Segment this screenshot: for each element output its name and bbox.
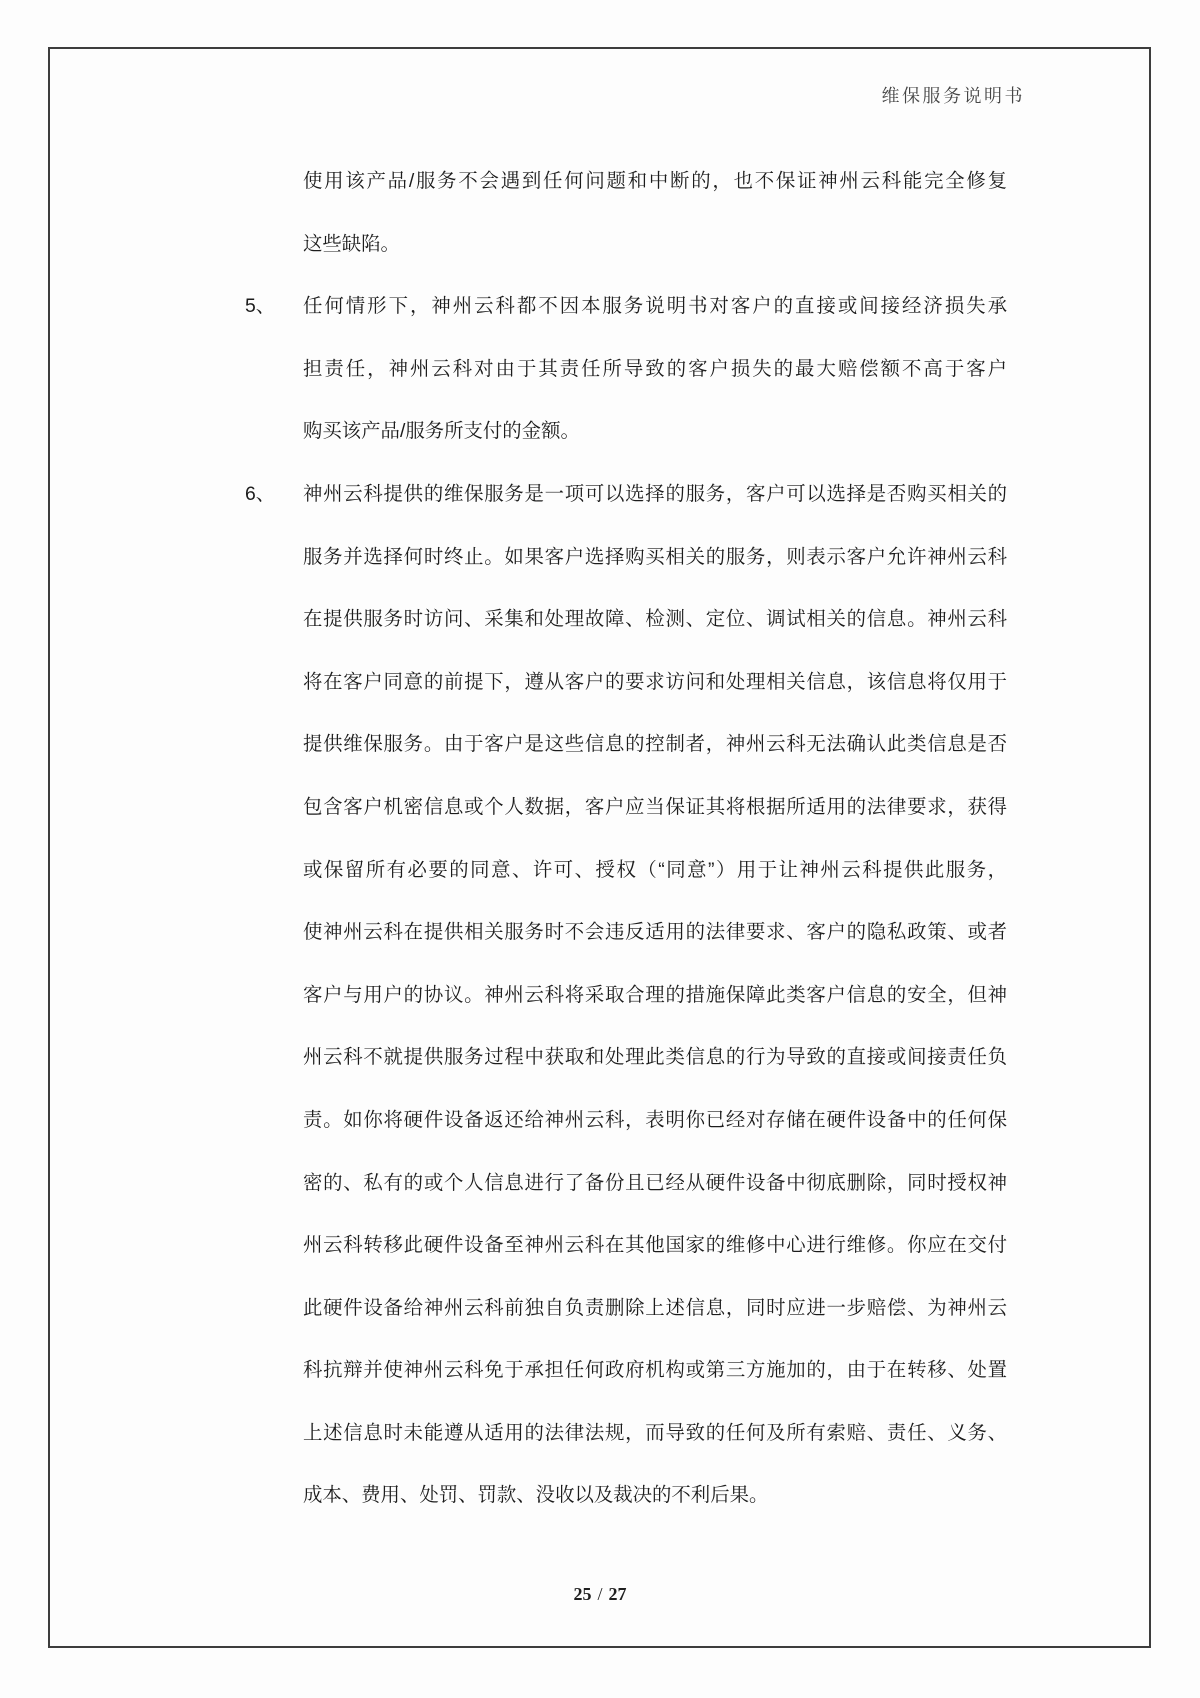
page-footer — [0, 1584, 1200, 1605]
page-header-title: 维保服务说明书 — [881, 86, 1025, 106]
text-line: 担责任，神州云科对由于其责任所导致的客户损失的最大赔偿额不高于客户 — [303, 357, 1007, 380]
list-item-5 — [245, 275, 1007, 463]
text-line: 州云科转移此硬件设备至神州云科在其他国家的维修中心进行维修。你应在交付 — [303, 1234, 1007, 1257]
text-line: 使神州云科在提供相关服务时不会违反适用的法律要求、客户的隐私政策、或者 — [303, 921, 1007, 944]
text-line: 科抗辩并使神州云科免于承担任何政府机构或第三方施加的，由于在转移、处置 — [303, 1359, 1007, 1382]
text-line: 服务并选择何时终止。如果客户选择购买相关的服务，则表示客户允许神州云科 — [303, 545, 1007, 568]
text-line: 将在客户同意的前提下，遵从客户的要求访问和处理相关信息，该信息将仅用于 — [303, 670, 1007, 693]
text-line: 责。如你将硬件设备返还给神州云科，表明你已经对存储在硬件设备中的任何保 — [303, 1108, 1007, 1131]
list-item-6 — [245, 463, 1007, 1527]
text-line: 上述信息时未能遵从适用的法律法规，而导致的任何及所有索赔、责任、义务、 — [303, 1421, 1007, 1444]
text-line: 或保留所有必要的同意、许可、授权（“同意”）用于让神州云科提供此服务， — [303, 858, 1007, 881]
text-line: 包含客户机密信息或个人数据，客户应当保证其将根据所适用的法律要求，获得 — [303, 795, 1007, 818]
list-item-number: 5、 — [245, 295, 276, 318]
list-item-number: 6、 — [245, 482, 276, 505]
text-line: 客户与用户的协议。神州云科将采取合理的措施保障此类客户信息的安全，但神 — [303, 983, 1007, 1006]
text-line: 此硬件设备给神州云科前独自负责删除上述信息，同时应进一步赔偿、为神州云 — [303, 1296, 1007, 1319]
text-line: 神州云科提供的维保服务是一项可以选择的服务，客户可以选择是否购买相关的 — [303, 482, 1007, 505]
text-line: 密的、私有的或个人信息进行了备份且已经从硬件设备中彻底删除，同时授权神 — [303, 1171, 1007, 1194]
text-line: 在提供服务时访问、采集和处理故障、检测、定位、调试相关的信息。神州云科 — [303, 608, 1007, 631]
text-line: 购买该产品/服务所支付的金额。 — [303, 420, 580, 443]
text-line: 任何情形下，神州云科都不因本服务说明书对客户的直接或间接经济损失承 — [303, 295, 1007, 318]
page-number-current: 25 — [573, 1584, 592, 1604]
document-body — [245, 150, 1007, 1527]
text-line: 成本、费用、处罚、罚款、没收以及裁决的不利后果。 — [303, 1484, 769, 1507]
page-number-total: 27 — [608, 1584, 627, 1604]
text-line: 州云科不就提供服务过程中获取和处理此类信息的行为导致的直接或间接责任负 — [303, 1046, 1007, 1069]
text-line: 提供维保服务。由于客户是这些信息的控制者，神州云科无法确认此类信息是否 — [303, 733, 1007, 756]
text-line: 这些缺陷。 — [303, 232, 400, 255]
page-number-separator: / — [597, 1584, 603, 1604]
text-line: 使用该产品/服务不会遇到任何问题和中断的，也不保证神州云科能完全修复 — [303, 170, 1007, 192]
list-item-4-continuation — [303, 150, 1007, 275]
